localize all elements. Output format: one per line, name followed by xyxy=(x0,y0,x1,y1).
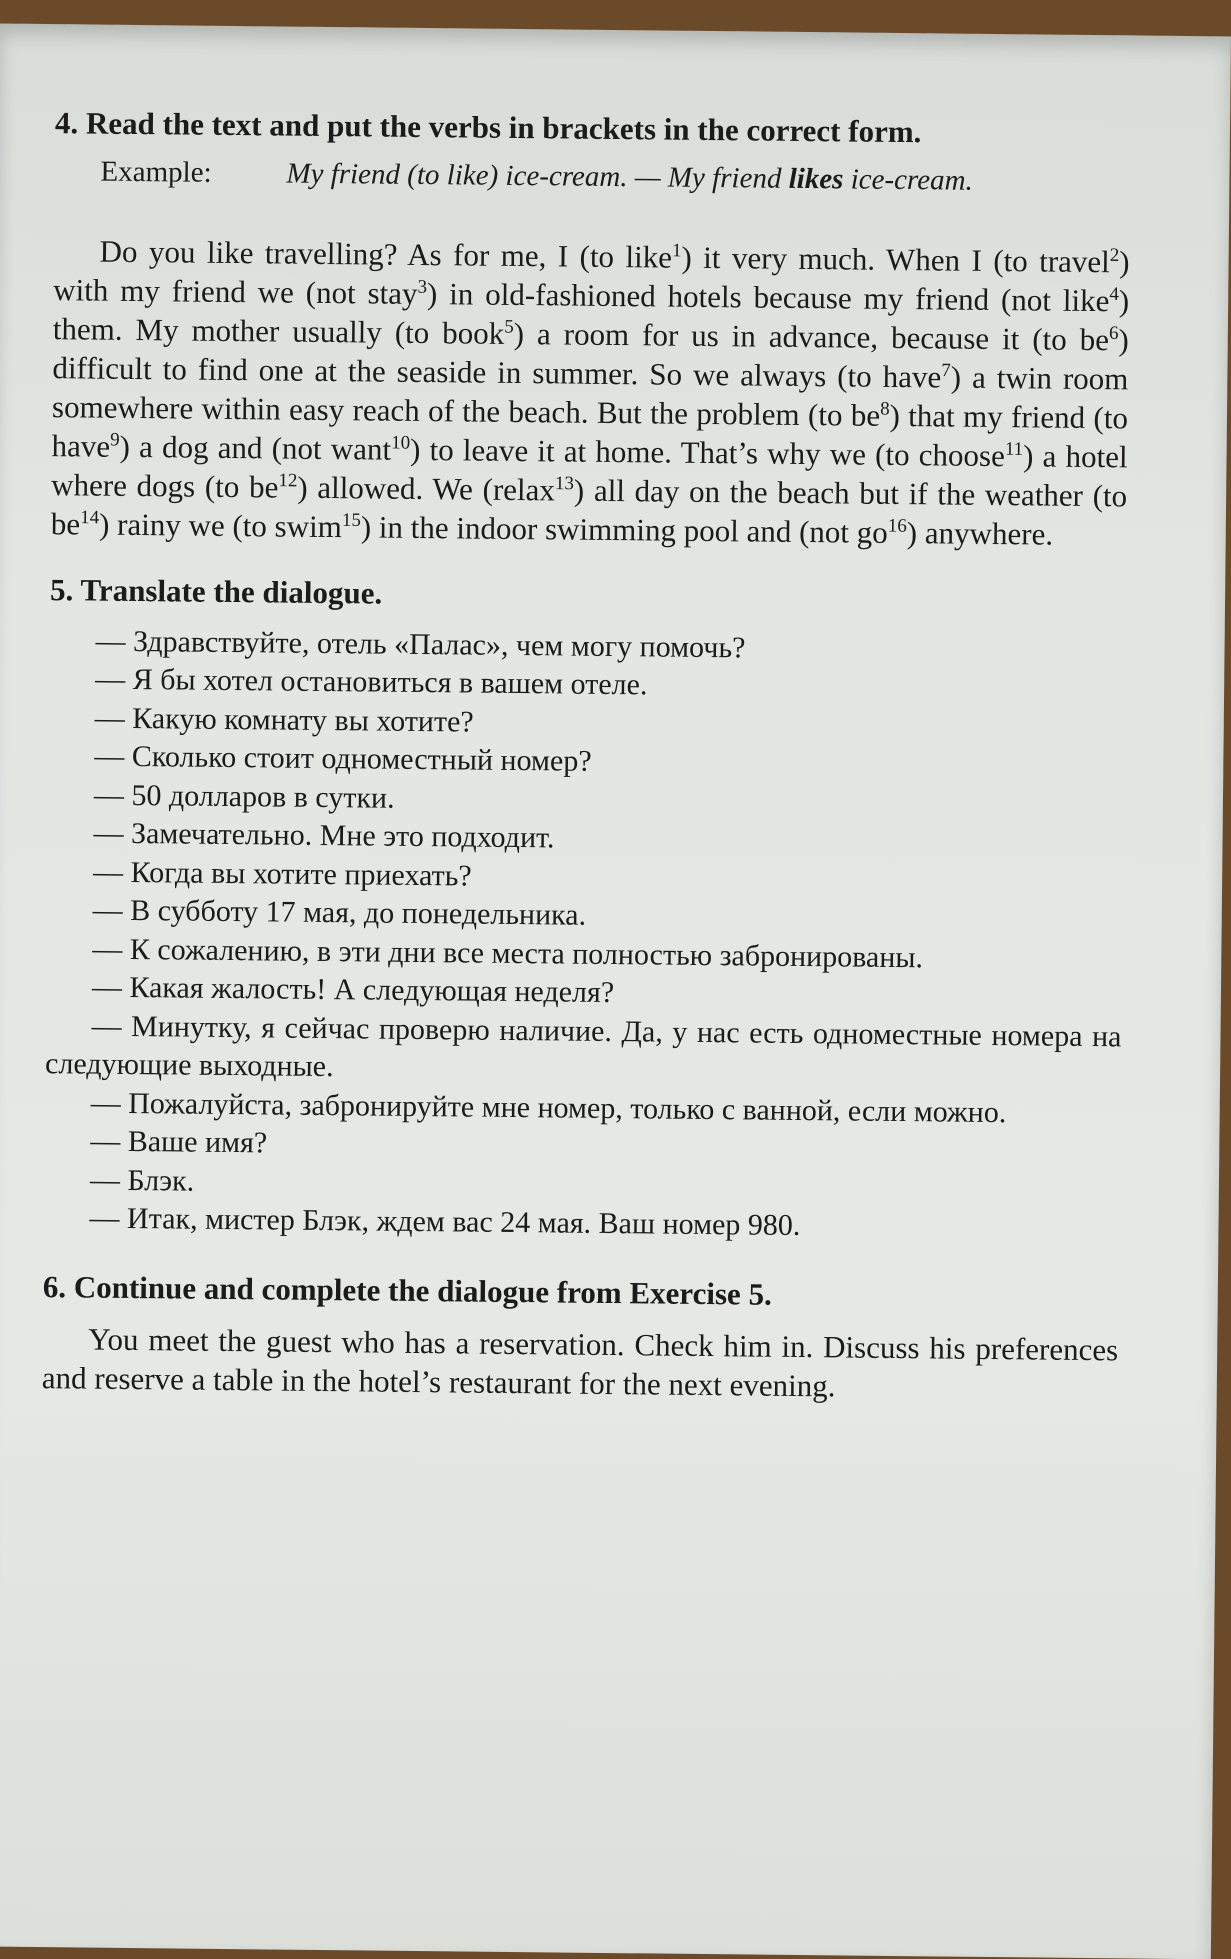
dialogue-line: — Замечательно. Мне это подходит. xyxy=(93,816,555,855)
text-fragment: ) in the indoor swimming pool and (not go xyxy=(360,508,888,550)
verb-number: 13 xyxy=(554,472,575,494)
dialogue-line: — 50 долларов в сутки. xyxy=(93,778,395,815)
text-fragment: ) rainy we (to swim xyxy=(98,506,343,544)
example-block xyxy=(100,156,1130,200)
exercise-5-heading: 5. Translate the dialogue. xyxy=(49,571,383,611)
exercise-4-text xyxy=(51,231,1130,554)
text-fragment: ) them. My mother usually (to book xyxy=(52,282,1130,351)
verb-number: 15 xyxy=(341,509,362,531)
dialogue-line: — Когда вы хотите приехать? xyxy=(92,855,472,893)
text-fragment: ) in old-fashioned hotels because my friend (not like xyxy=(426,275,1110,318)
book-page xyxy=(0,24,1231,1959)
text-fragment: ) allowed. We (relax xyxy=(297,469,556,507)
example-part-a: My friend (to like) ice-cream. — My friend xyxy=(286,157,789,196)
verb-number: 6 xyxy=(1108,322,1119,344)
verb-number: 10 xyxy=(391,431,411,454)
dialogue-line: — Какая жалость! А следующая неделя? xyxy=(91,970,615,1010)
dialogue-line: — Какую комнату вы хотите? xyxy=(94,701,474,739)
verb-number: 12 xyxy=(278,469,298,491)
dialogue-line: — Итак, мистер Блэк, ждем вас 24 мая. Ваш номер 980. xyxy=(89,1201,801,1243)
text-fragment: Do you like travelling? As for me, I (to like xyxy=(99,233,673,275)
verb-number: 16 xyxy=(887,515,907,537)
text-fragment: ) to leave it at home. That’s why we (to choose xyxy=(409,431,1006,473)
verb-number: 8 xyxy=(880,397,890,420)
dialogue-line: — Здравствуйте, отель «Палас», чем могу помочь? xyxy=(95,624,746,665)
verb-number: 4 xyxy=(1109,283,1120,305)
text-fragment: ) anywhere. xyxy=(906,514,1054,552)
verb-number: 9 xyxy=(110,428,120,451)
example-part-c: ice-cream. xyxy=(843,163,973,197)
verb-number: 14 xyxy=(80,506,100,528)
dialogue xyxy=(43,622,1125,1249)
text-fragment: ) a twin room somewhere within easy reach of the beach. But the problem (to be xyxy=(51,359,1129,433)
verb-number: 2 xyxy=(1109,244,1120,266)
text-fragment: ) a dog and (not want xyxy=(119,428,392,467)
text-fragment: ) with my friend we (not stay xyxy=(53,243,1130,311)
page-content xyxy=(41,104,1131,1436)
exercise-6-text: You meet the guest who has a reservation. Check him in. Discuss his preferences and reserve a table in the hotel’s restaurant for the next evening. xyxy=(41,1321,1119,1404)
example-label: Example: xyxy=(100,155,212,189)
verb-number: 3 xyxy=(417,276,428,298)
dialogue-line: — В субботу 17 мая, до понедельника. xyxy=(92,893,587,932)
dialogue-line: — Пожалуйста, забронируйте мне номер, только с ванной, если можно. xyxy=(90,1086,1007,1129)
example-answer: likes xyxy=(788,163,844,196)
dialogue-line: — Ваше имя? xyxy=(90,1124,268,1160)
verb-number: 1 xyxy=(671,239,682,261)
exercise-6-heading: 6. Continue and complete the dialogue from Exercise 5. xyxy=(42,1268,772,1312)
dialogue-line: — Я бы хотел остановиться в вашем отеле. xyxy=(94,662,648,702)
text-fragment: ) difficult to find one at the seaside in summer. So we always (to have xyxy=(52,321,1129,394)
text-fragment: ) that my friend (to have xyxy=(51,397,1129,464)
exercise-4-heading: 4. Read the text and put the verbs in brackets in the correct form. xyxy=(54,105,922,150)
text-fragment: ) it very much. When I (to travel xyxy=(681,239,1110,279)
verb-number: 11 xyxy=(1004,438,1024,460)
verb-number: 5 xyxy=(504,316,514,338)
verb-number: 7 xyxy=(941,359,951,381)
text-fragment: ) a hotel where dogs (to be xyxy=(51,437,1128,505)
dialogue-line: — Минутку, я сейчас проверю наличие. Да, у нас есть одноместные номера на следующие выходные. xyxy=(44,1009,1122,1084)
text-fragment: ) a room for us in advance, because it (to be xyxy=(513,315,1110,357)
dialogue-line: — Сколько стоит одноместный номер? xyxy=(94,739,592,779)
text-fragment: ) all day on the beach but if the weather (to be xyxy=(50,472,1128,541)
dialogue-line: — Блэк. xyxy=(89,1163,195,1198)
dialogue-line: — К сожалению, в эти дни все места полностью забронированы. xyxy=(92,932,924,974)
example-text xyxy=(286,158,973,199)
